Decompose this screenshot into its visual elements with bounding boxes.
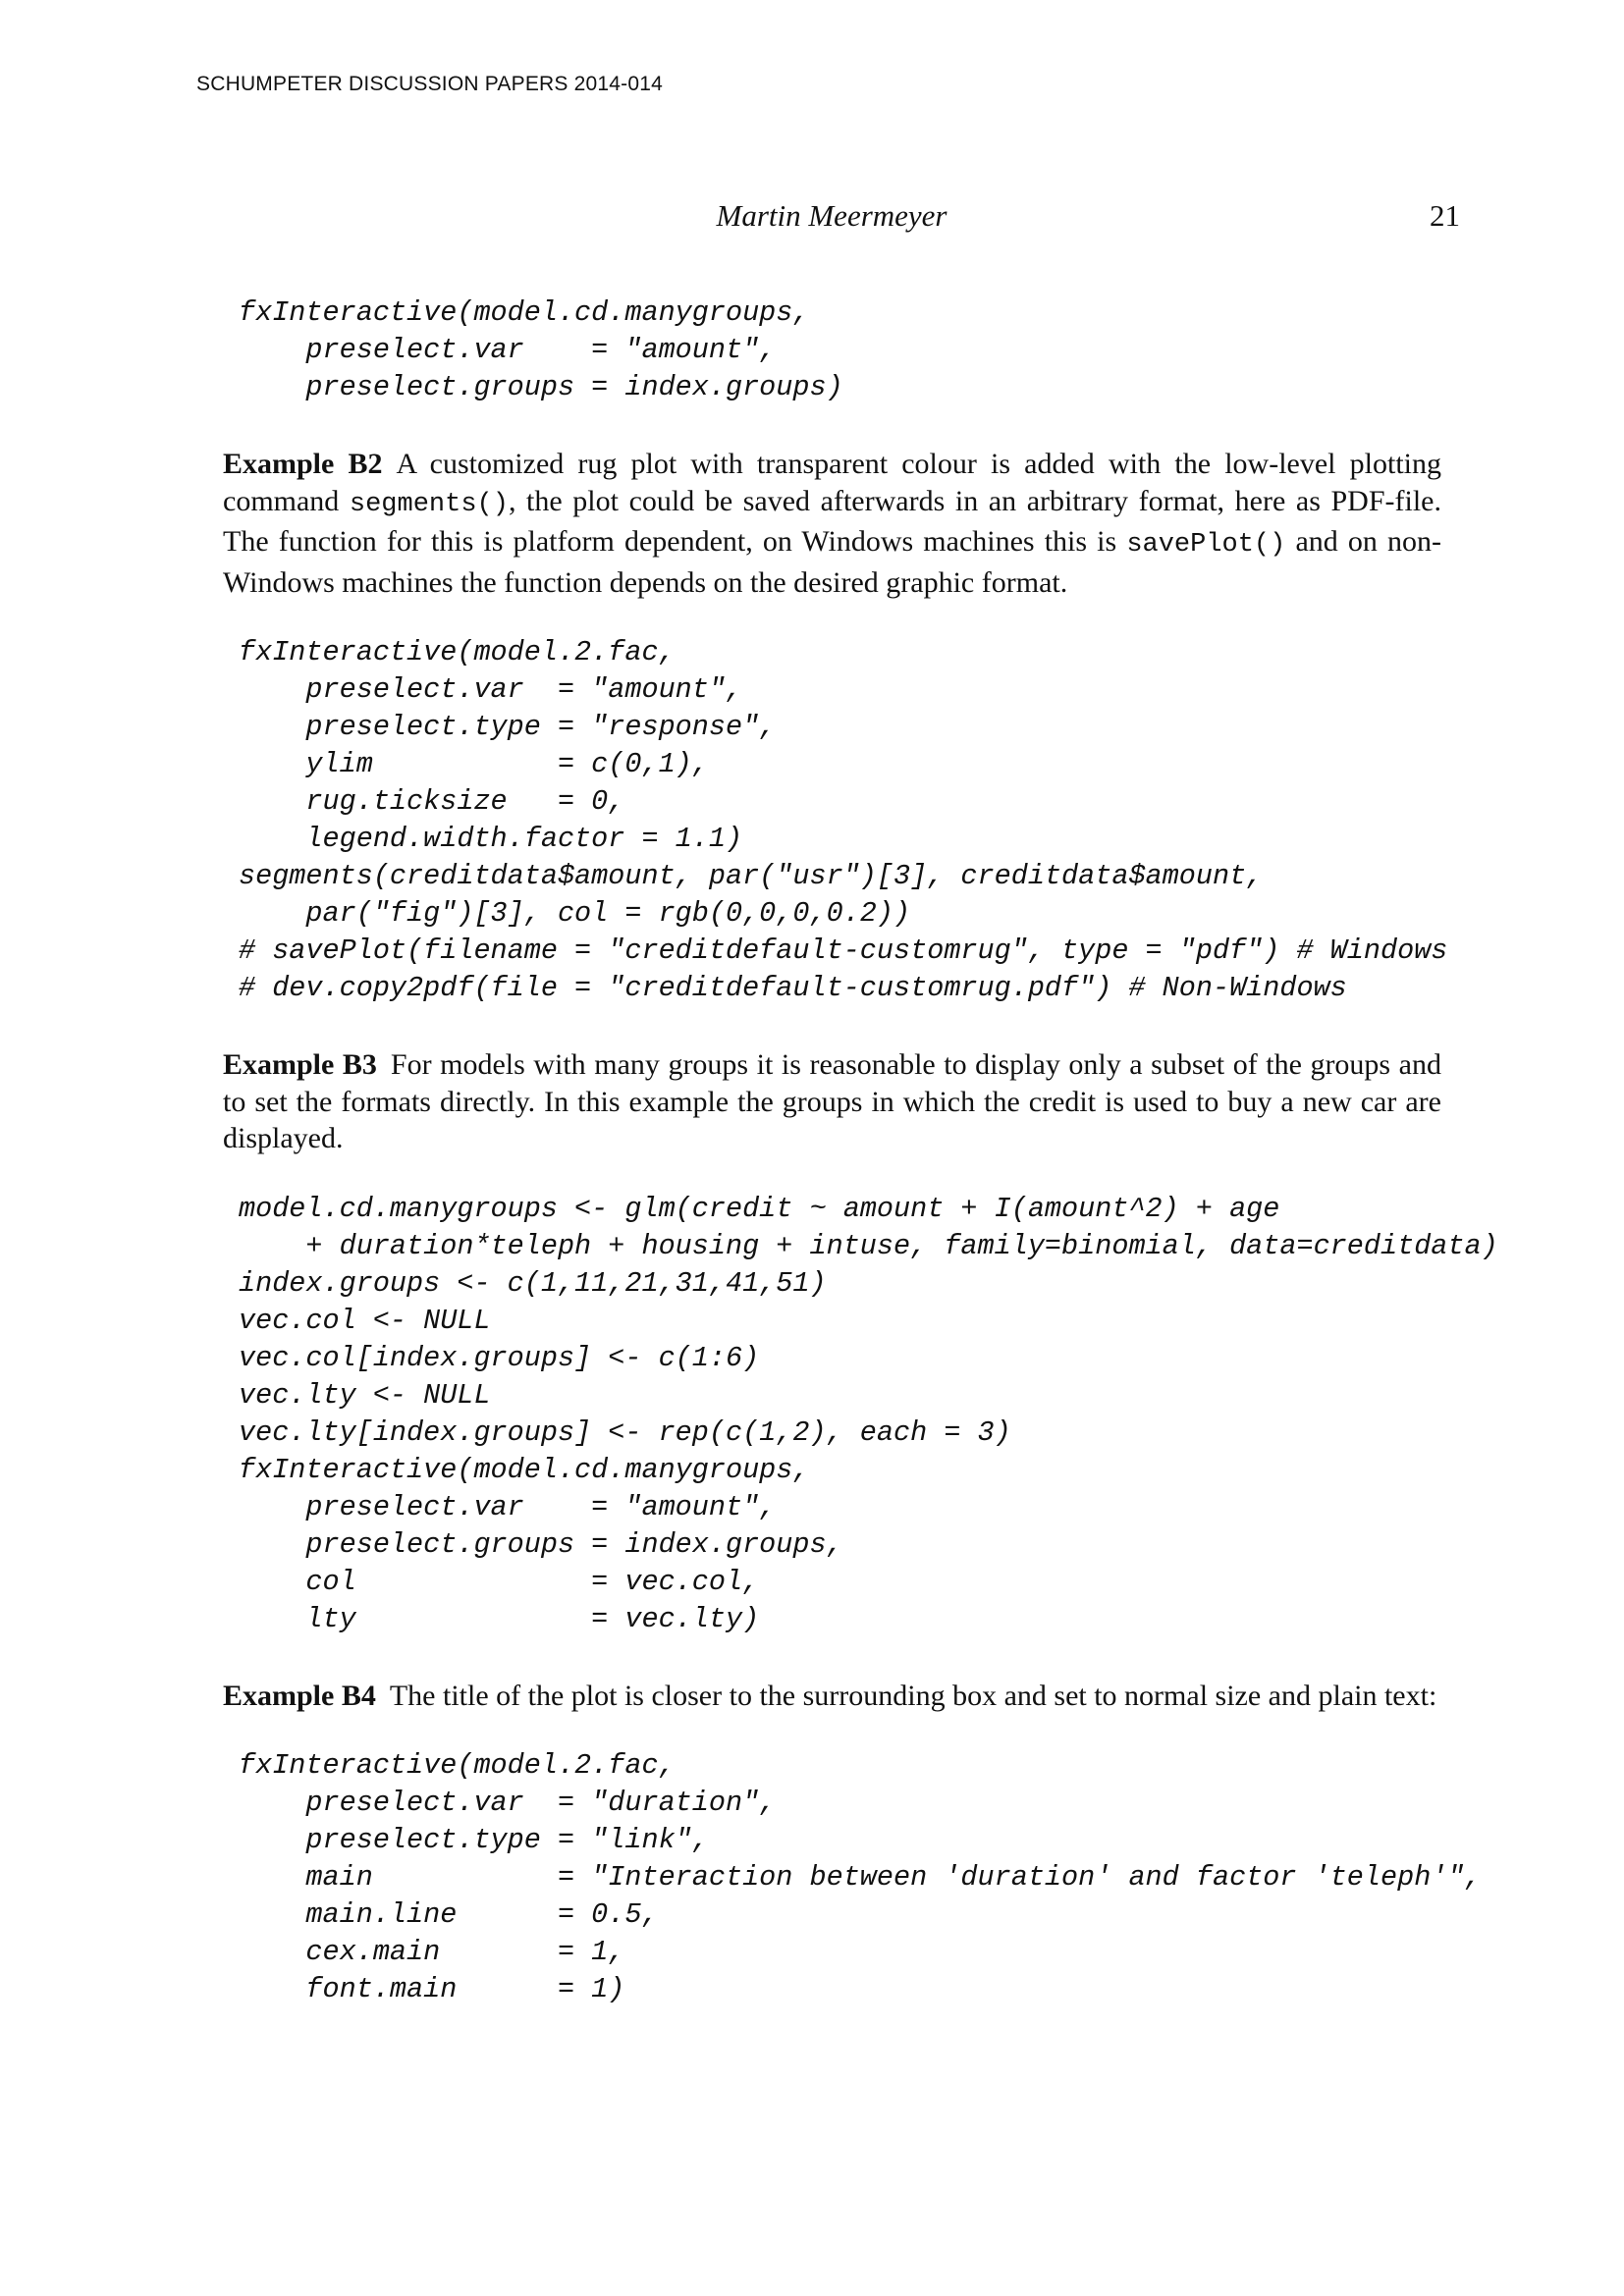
page-header	[223, 198, 1460, 238]
example-b4-paragraph	[223, 1678, 1441, 1715]
example-b2-text-1: A customized rug plot with transparent colour is added with the low-level plotting command	[223, 448, 1441, 517]
example-b2-label: Example B2	[223, 448, 383, 480]
example-b2-paragraph	[223, 446, 1441, 601]
example-b3-label: Example B3	[223, 1048, 377, 1081]
page-content	[223, 294, 1498, 2008]
code-block-3: model.cd.manygroups <- glm(credit ~ amount + I(amount^2) + age + duration*teleph + housing + intuse, family=binomial, data=creditdata) index.groups <- c(1,11,21,31,41,51) vec.col <- NULL vec.col[index.groups] <- c(1:6) vec.lty <- NULL vec.lty[index.groups] <- rep(c(1,2), each = 3) fxInteractive(model.cd.manygroups, preselect.var = "amount", preselect.groups = index.groups, col = vec.col, lty = vec.lty)	[239, 1192, 1498, 1635]
example-b3-text: For models with many groups it is reasonable to display only a subset of the groups and to set the formats directly. In this example the groups in which the credit is used to buy a new car are displayed.	[223, 1048, 1441, 1154]
code-block-2: fxInteractive(model.2.fac, preselect.var = "amount", preselect.type = "response", ylim = c(0,1), rug.ticksize = 0, legend.width.factor = 1.1) segments(creditdata$amount, par("usr")[3], creditdata$amount, par("fig")[3], col = rgb(0,0,0,0.2)) # savePlot(filename = "creditdefault-customrug", type = "pdf") # Windows # dev.copy2pdf(file = "creditdefault-customrug.pdf") # Non-Windows	[239, 636, 1448, 1004]
inline-code-segments: segments()	[349, 489, 509, 519]
example-b3-paragraph	[223, 1046, 1441, 1157]
example-b2-text-2: , the plot could be saved afterwards in an arbitrary format, here as PDF-file. The function for this is platform dependent, on Windows machines this is	[223, 484, 1441, 558]
code-block-4: fxInteractive(model.2.fac, preselect.var = "duration", preselect.type = "link", main = "Interaction between 'duration' and factor 'teleph'", main.line = 0.5, cex.main = 1, font.main = 1)	[239, 1749, 1482, 2005]
code-block-1: fxInteractive(model.cd.manygroups, preselect.var = "amount", preselect.groups = index.groups)	[239, 296, 843, 403]
running-head: SCHUMPETER DISCUSSION PAPERS 2014-014	[196, 73, 663, 95]
page-number: 21	[1430, 198, 1460, 233]
example-b2-text-3: and on non-Windows machines the function depends on the desired graphic format.	[223, 525, 1441, 599]
example-b4-label: Example B4	[223, 1679, 376, 1712]
example-b4-text: The title of the plot is closer to the surrounding box and set to normal size and plain text:	[389, 1679, 1437, 1712]
inline-code-saveplot: savePlot()	[1126, 530, 1286, 560]
author-name: Martin Meermeyer	[716, 198, 947, 233]
